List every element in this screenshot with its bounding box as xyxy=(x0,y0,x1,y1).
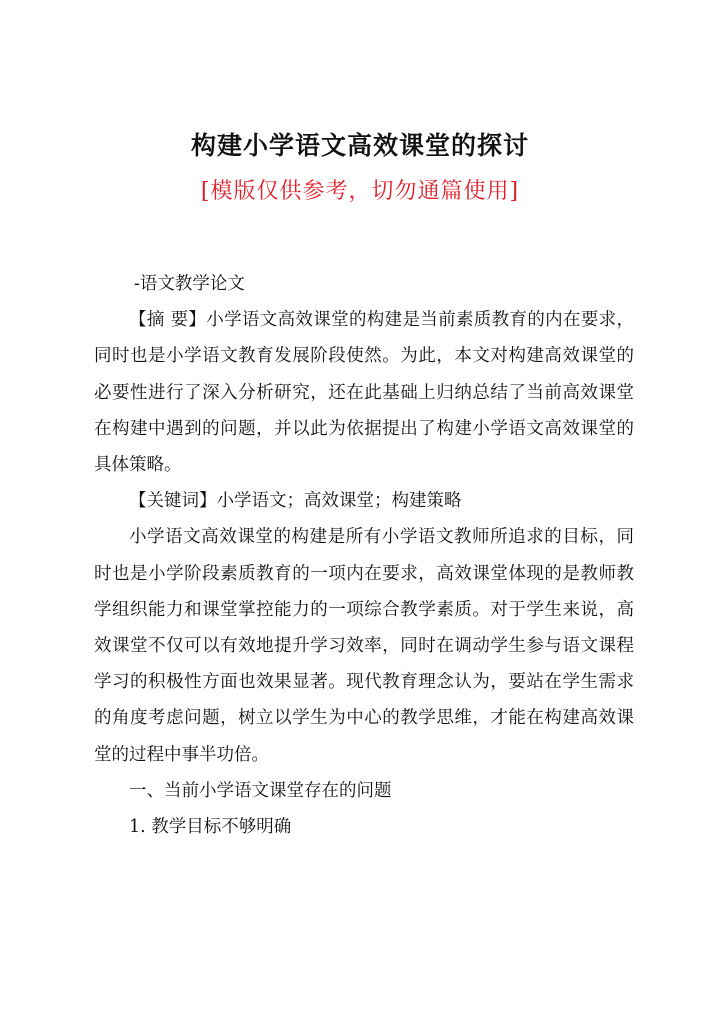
document-title: 构建小学语文高效课堂的探讨 xyxy=(190,131,529,160)
section-heading: 一、当前小学语文课堂存在的问题 xyxy=(129,780,392,801)
document-body xyxy=(94,266,634,845)
paper-category: -语文教学论文 xyxy=(134,274,245,294)
template-notice: [模版仅供参考，切勿通篇使用] xyxy=(200,179,520,204)
intro-paragraph: 小学语文高效课堂的构建是所有小学语文教师所追求的目标，同时也是小学阶段素质教育的一项内在要求，高效课堂体现的是教师教学组织能力和课堂掌控能力的一项综合教学素质。对于学生来说，高效课堂不仅可以有效地提升学习效率，同时在调动学生参与语文课程学习的积极性方面也效果显著。现代教育理念认为，要站在学生需求的角度考虑问题，树立以学生为中心的教学思维，才能在构建高效课堂的过程中事半功倍。 xyxy=(94,527,634,765)
subsection-heading: 1. 教学目标不够明确 xyxy=(129,817,292,838)
abstract-paragraph: 【摘 要】小学语文高效课堂的构建是当前素质教育的内在要求，同时也是小学语文教育发展阶段使然。为此，本文对构建高效课堂的必要性进行了深入分析研究，还在此基础上归纳总结了当前高效课堂在构建中遇到的问题，并以此为依据提出了构建小学语文高效课堂的具体策略。 xyxy=(94,310,634,476)
keywords-paragraph: 【关键词】小学语文；高效课堂；构建策略 xyxy=(129,491,462,512)
